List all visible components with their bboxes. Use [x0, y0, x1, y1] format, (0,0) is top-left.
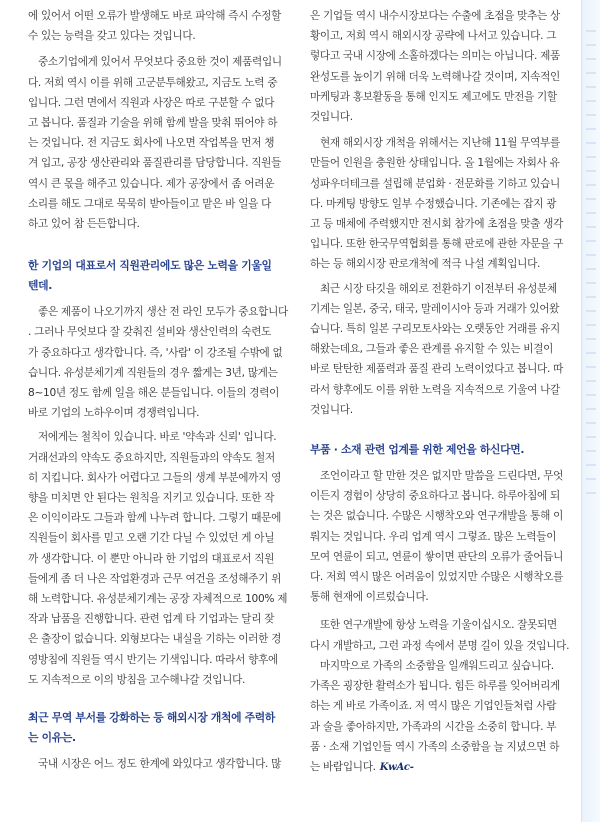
text-line: 는 것입니다. 전 지금도 회사에 나오면 작업복을 먼저 챙	[28, 137, 275, 150]
magazine-page	[6, 0, 586, 822]
text-line: 들에게 좀 더 나은 작업환경과 근무 여건을 조성해주기 위	[28, 572, 282, 585]
text-line: 습니다. 유성분체기계 직원들의 경우 짧게는 3년, 많게는	[28, 366, 278, 379]
text-line: 모여 연륜이 되고, 연륜이 쌓이면 판단의 오류가 줄어듭니	[310, 550, 564, 563]
text-line: 만들어 인원을 충원한 상태입니다. 올 1월에는 자회사 유	[310, 157, 560, 170]
text-line: 입니다. 그런 면에서 직원과 사장은 따로 구분할 수 없다	[28, 96, 275, 109]
paragraph	[310, 279, 575, 420]
text-line: 하는 게 바로 가족이죠. 저 역시 많은 기업인들처럼 사람	[310, 700, 557, 713]
text-line: 렇다고 국내 시장에 소홀하겠다는 의미는 아닙니다. 제품	[310, 50, 560, 63]
text-line: 거래선과의 약속도 중요하지만, 직원들과의 약속도 철저	[28, 451, 275, 464]
text-line: 다. 저희 역시 많은 어려움이 있었지만 수많은 시행착오를	[310, 571, 564, 584]
text-line: 것입니다.	[310, 111, 353, 124]
text-line: 다. 저희 역시 이를 위해 고군분투해왔고, 지금도 노력 중	[28, 76, 278, 89]
interview-question	[28, 256, 293, 296]
page-edge-decoration	[581, 0, 600, 822]
text-line	[310, 757, 575, 778]
right-column	[310, 6, 575, 778]
paragraph	[310, 656, 575, 778]
text-line: . 그러나 무엇보다 잘 갖춰진 설비와 생산인력의 숙련도	[28, 326, 272, 339]
text-line: 입니다. 또한 한국무역협회를 통해 판로에 관한 자문을 구	[310, 238, 564, 251]
question-line: 는 이유는.	[28, 731, 76, 745]
author-signature: KwAc-	[379, 761, 414, 773]
last-line-text: 는 바람입니다.	[310, 760, 376, 773]
text-line: 하는 등 해외시장 판로개척에 적극 나설 계획입니다.	[310, 258, 541, 271]
text-line: 습니다. 특히 일본 구리모토사와는 오랫동안 거래를 유지	[310, 323, 560, 336]
text-line: 좋은 제품이 나오기까지 생산 전 라인 모두가 중요합니다	[38, 306, 288, 319]
paragraph	[28, 302, 293, 423]
paragraph	[310, 615, 575, 655]
paragraph	[28, 52, 293, 234]
text-line: 해 노력합니다. 유성분체기계는 공장 자체적으로 100% 제	[28, 593, 288, 606]
text-line: 이든지 경험이 상당히 중요하다고 봅니다. 하루아침에 되	[310, 490, 560, 503]
text-line: 통해 현재에 이르렀습니다.	[310, 591, 429, 604]
text-line: 수 있는 능력을 갖고 있다는 것입니다.	[28, 30, 196, 43]
text-line: 국내 시장은 어느 정도 한계에 와있다고 생각합니다. 많	[38, 758, 282, 771]
text-line: 8~10년 정도 함께 일을 해온 분들입니다. 이들의 경력이	[28, 387, 280, 400]
question-line: 최근 무역 부서를 강화하는 등 해외시장 개척에 주력하	[28, 711, 276, 725]
text-line: 마케팅과 홍보활동을 통해 인지도 제고에도 만전을 기할	[310, 90, 557, 103]
paragraph	[310, 133, 575, 274]
text-line: 가 중요하다고 생각합니다. 즉, '사람' 이 강조될 수밖에 없	[28, 346, 283, 359]
text-line: 는 것은 없습니다. 수많은 시행착오와 연구개발을 통해 이	[310, 510, 564, 523]
text-line: 현재 해외시장 개척을 위해서는 지난해 11월 무역부를	[320, 137, 560, 150]
text-line: 뤄지는 것입니다. 우리 업계 역시 그렇죠. 많은 노력들이	[310, 530, 557, 543]
text-line: 과 술을 좋아하지만, 가족과의 시간을 소중히 합니다. 부	[310, 720, 557, 733]
text-line: 영방침에 직원들 역시 반기는 기색입니다. 따라서 향후에	[28, 653, 278, 666]
text-line: 소리를 해도 그대로 묵묵히 받아들이고 맡은 바 일을 다	[28, 197, 272, 210]
text-line: 히 지킵니다. 회사가 어렵다고 그들의 생계 부분에까지 영	[28, 471, 282, 484]
text-line: 도 지속적으로 이의 방침을 고수해나갈 것입니다.	[28, 673, 246, 686]
paragraph	[310, 6, 575, 127]
text-line: 또한 연구개발에 항상 노력을 기울이십시오. 잘못되면	[320, 619, 557, 632]
text-line: 은 출장이 없습니다. 외형보다는 내실을 기하는 이러한 경	[28, 633, 282, 646]
text-line: 겨 입고, 공장 생산관리와 품질관리를 담당합니다. 직원들	[28, 157, 282, 170]
text-line: 고 등 매체에 주력했지만 전시회 참가에 초점을 맞출 생각	[310, 218, 564, 231]
paragraph	[28, 6, 293, 46]
paragraph	[28, 754, 293, 774]
text-line: 에 있어서 어떤 오류가 발생해도 바로 파악해 즉시 수정할	[28, 10, 282, 22]
interview-question	[310, 440, 575, 460]
text-line: 다. 마케팅 방향도 일부 수정했습니다. 기존에는 잡지 광	[310, 197, 557, 210]
text-line: 중소기업에게 있어서 무엇보다 중요한 것이 제품력입니	[38, 56, 282, 69]
text-line: 성파우더테크를 설립해 분업화 · 전문화를 기하고 있습니	[310, 177, 560, 190]
text-line: 라서 향후에도 이를 위한 노력을 지속적으로 기울여 나갈	[310, 383, 560, 396]
text-line: 은 이익이라도 그들과 함께 나누려 합니다. 그렇기 때문에	[28, 512, 282, 525]
text-line: 하고 있어 참 든든합니다.	[28, 218, 140, 231]
text-line: 향을 미치면 안 된다는 원칙을 지키고 있습니다. 또한 작	[28, 492, 275, 505]
text-line: 품 · 소재 기업인들 역시 가족의 소중함을 늘 지녔으면 하	[310, 740, 560, 753]
paragraph	[310, 466, 575, 607]
left-column	[28, 6, 293, 774]
question-line: 텐데.	[28, 279, 53, 293]
text-line: 해왔는데요, 그들과 좋은 관계를 유지할 수 있는 비결이	[310, 343, 554, 356]
text-line: 까 생각합니다. 이 뿐만 아니라 한 기업의 대표로서 직원	[28, 552, 275, 565]
text-line: 역시 큰 몫을 해주고 있습니다. 제가 공장에서 좀 어려운	[28, 177, 275, 190]
question-line: 부품 · 소재 관련 업계를 위한 제언을 하신다면.	[310, 443, 525, 457]
text-line: 황이고, 저희 역시 해외시장 공략에 나서고 있습니다. 그	[310, 30, 557, 43]
text-line: 최근 시장 타깃을 해외로 전환하기 이전부터 유성분체	[320, 282, 557, 295]
text-line: 직원들이 회사를 믿고 오랜 기간 다닐 수 있었던 게 아닐	[28, 532, 275, 545]
text-line: 바로 탄탄한 제품력과 품질 관리 노력이었다고 봅니다. 따	[310, 363, 564, 376]
text-line: 작과 납품을 진행합니다. 관련 업계 타 기업과는 달리 잦	[28, 613, 275, 626]
text-line: 기계는 일본, 중국, 태국, 말레이시아 등과 거래가 있어왔	[310, 302, 560, 315]
text-line: 조언이라고 할 만한 것은 없지만 말씀을 드린다면, 무엇	[320, 470, 564, 483]
question-line: 한 기업의 대표로서 직원관리에도 많은 노력을 기울일	[28, 259, 272, 273]
text-line: 가족은 굉장한 활력소가 됩니다. 힘든 하루를 잊어버리게	[310, 680, 560, 693]
interview-question	[28, 708, 293, 748]
text-line: 완성도를 높이기 위해 더욱 노력해나갈 것이며, 지속적인	[310, 70, 560, 83]
text-line: 다시 개발하고, 그런 과정 속에서 분명 길이 있을 것입니다.	[310, 639, 570, 652]
text-line: 바로 기업의 노하우이며 경쟁력입니다.	[28, 407, 200, 420]
text-line: 마지막으로 가족의 소중함을 일깨워드리고 싶습니다.	[320, 659, 554, 672]
edge-pattern	[586, 30, 596, 500]
text-line: 은 기업들 역시 내수시장보다는 수출에 초점을 맞추는 상	[310, 10, 560, 22]
text-line: 것입니다.	[310, 403, 353, 416]
text-line: 고 봅니다. 품질과 기술을 위해 함께 발을 맞춰 뛰어야 하	[28, 117, 278, 130]
text-line: 저에게는 철칙이 있습니다. 바로 '약속과 신뢰' 입니다.	[38, 431, 277, 444]
paragraph	[28, 427, 293, 690]
